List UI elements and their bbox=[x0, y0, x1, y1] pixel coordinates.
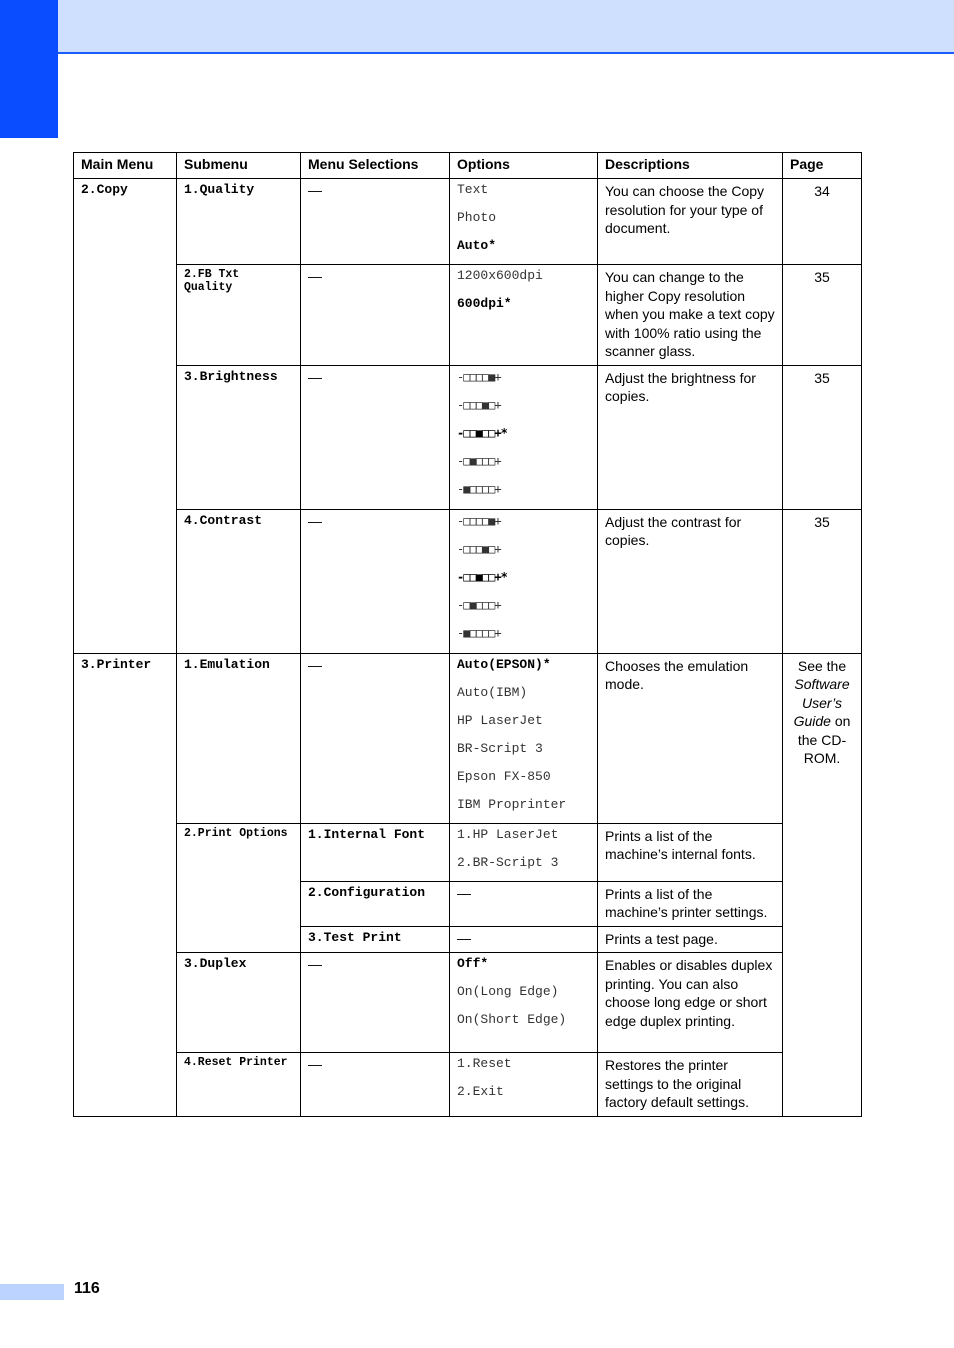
selection-dash: — bbox=[301, 265, 450, 366]
page-printer-reference bbox=[783, 653, 862, 1116]
option-brightness-level-4: -□□□■□+ bbox=[457, 397, 501, 412]
header-submenu: Submenu bbox=[177, 153, 301, 179]
submenu-fb-txt-quality: 2.FB Txt Quality bbox=[177, 265, 301, 366]
options-duplex bbox=[450, 953, 598, 1053]
option-long-edge: On(Long Edge) bbox=[457, 984, 559, 999]
desc-fb-txt: You can change to the higher Copy resolution when you make a text copy with 100% ratio using the scanner glass. bbox=[598, 265, 783, 366]
options-reset bbox=[450, 1053, 598, 1117]
page-see-text: See the bbox=[797, 657, 847, 674]
options-internal-font bbox=[450, 823, 598, 881]
chapter-tab bbox=[0, 0, 58, 138]
option-off: Off* bbox=[457, 956, 489, 971]
option-brightness-level-5: -□□□□■+ bbox=[457, 369, 501, 384]
submenu-print-options: 2.Print Options bbox=[177, 823, 301, 953]
page-fb-txt: 35 bbox=[783, 265, 862, 366]
table-header-row bbox=[74, 153, 862, 179]
header-options: Options bbox=[450, 153, 598, 179]
table-row bbox=[74, 509, 862, 653]
main-menu-copy: 2.Copy bbox=[74, 179, 177, 654]
option-exit: 2.Exit bbox=[457, 1084, 504, 1099]
option-ibm-proprinter: IBM Proprinter bbox=[457, 796, 567, 812]
table-row bbox=[74, 953, 862, 1053]
page-contrast: 35 bbox=[783, 509, 862, 653]
table-row bbox=[74, 365, 862, 509]
table-row bbox=[74, 823, 862, 881]
desc-test-print: Prints a test page. bbox=[598, 926, 783, 953]
option-dash: — bbox=[450, 881, 598, 926]
option-short-edge: On(Short Edge) bbox=[457, 1012, 567, 1027]
main-menu-printer: 3.Printer bbox=[74, 653, 177, 1116]
desc-emulation: Chooses the emulation mode. bbox=[598, 653, 783, 823]
options-brightness bbox=[450, 365, 598, 509]
option-brightness-level-3: -□□■□□+* bbox=[457, 425, 507, 440]
option-font-br-script: 2.BR-Script 3 bbox=[457, 854, 559, 870]
selection-dash: — bbox=[301, 179, 450, 265]
option-font-hp-laserjet: 1.HP LaserJet bbox=[457, 826, 559, 842]
submenu-contrast: 4.Contrast bbox=[177, 509, 301, 653]
submenu-brightness: 3.Brightness bbox=[177, 365, 301, 509]
option-600dpi: 600dpi* bbox=[457, 296, 512, 311]
submenu-quality: 1.Quality bbox=[177, 179, 301, 265]
header-descriptions: Descriptions bbox=[598, 153, 783, 179]
option-auto-ibm: Auto(IBM) bbox=[457, 684, 528, 700]
table-row bbox=[74, 179, 862, 265]
page-number: 116 bbox=[74, 1280, 100, 1297]
selection-test-print: 3.Test Print bbox=[301, 926, 450, 953]
option-brightness-level-1: -■□□□□+ bbox=[457, 481, 501, 496]
option-epson-fx850: Epson FX-850 bbox=[457, 768, 551, 784]
option-contrast-level-5: -□□□□■+ bbox=[457, 513, 501, 528]
options-contrast bbox=[450, 509, 598, 653]
options-emulation bbox=[450, 653, 598, 823]
selection-dash: — bbox=[301, 953, 450, 1053]
desc-reset: Restores the printer settings to the original factory default settings. bbox=[598, 1053, 783, 1117]
desc-internal-font: Prints a list of the machine’s internal fonts. bbox=[598, 823, 783, 881]
header-page: Page bbox=[783, 153, 862, 179]
option-text: Text bbox=[457, 182, 489, 197]
header-menu-selections: Menu Selections bbox=[301, 153, 450, 179]
option-brightness-level-2: -□■□□□+ bbox=[457, 453, 501, 468]
selection-dash: — bbox=[301, 509, 450, 653]
option-auto: Auto* bbox=[457, 238, 497, 253]
selection-dash: — bbox=[301, 653, 450, 823]
desc-duplex: Enables or disables duplex printing. You can also choose long edge or short edge duplex printing. bbox=[598, 953, 783, 1053]
submenu-duplex: 3.Duplex bbox=[177, 953, 301, 1053]
submenu-emulation: 1.Emulation bbox=[177, 653, 301, 823]
submenu-reset-printer: 4.Reset Printer bbox=[177, 1053, 301, 1117]
options-fb-txt bbox=[450, 265, 598, 366]
header-main-menu: Main Menu bbox=[74, 153, 177, 179]
option-hp-laserjet: HP LaserJet bbox=[457, 712, 543, 728]
page-on-cdrom: on the CD-ROM. bbox=[797, 713, 851, 766]
table-row bbox=[74, 1053, 862, 1117]
option-reset: 1.Reset bbox=[457, 1056, 512, 1071]
header-band bbox=[58, 0, 954, 54]
page-quality: 34 bbox=[783, 179, 862, 265]
desc-brightness: Adjust the brightness for copies. bbox=[598, 365, 783, 509]
option-contrast-level-2: -□■□□□+ bbox=[457, 597, 501, 612]
selection-dash: — bbox=[301, 365, 450, 509]
table-row bbox=[74, 265, 862, 366]
desc-contrast: Adjust the contrast for copies. bbox=[598, 509, 783, 653]
menu-table bbox=[73, 152, 862, 1117]
selection-internal-font: 1.Internal Font bbox=[301, 823, 450, 881]
desc-configuration: Prints a list of the machine’s printer settings. bbox=[598, 881, 783, 926]
option-contrast-level-3: -□□■□□+* bbox=[457, 569, 507, 584]
option-auto-epson: Auto(EPSON)* bbox=[457, 656, 551, 672]
option-photo: Photo bbox=[457, 210, 497, 225]
page-number-bar bbox=[0, 1284, 64, 1300]
option-dash: — bbox=[450, 926, 598, 953]
page-brightness: 35 bbox=[783, 365, 862, 509]
table-row bbox=[74, 653, 862, 823]
option-1200x600dpi: 1200x600dpi bbox=[457, 268, 543, 283]
option-contrast-level-1: -■□□□□+ bbox=[457, 625, 501, 640]
option-br-script: BR-Script 3 bbox=[457, 740, 543, 756]
page-software-guide: Software User’s Guide bbox=[793, 676, 850, 729]
options-quality bbox=[450, 179, 598, 265]
selection-configuration: 2.Configuration bbox=[301, 881, 450, 926]
selection-dash: — bbox=[301, 1053, 450, 1117]
option-contrast-level-4: -□□□■□+ bbox=[457, 541, 501, 556]
desc-quality: You can choose the Copy resolution for your type of document. bbox=[598, 179, 783, 265]
